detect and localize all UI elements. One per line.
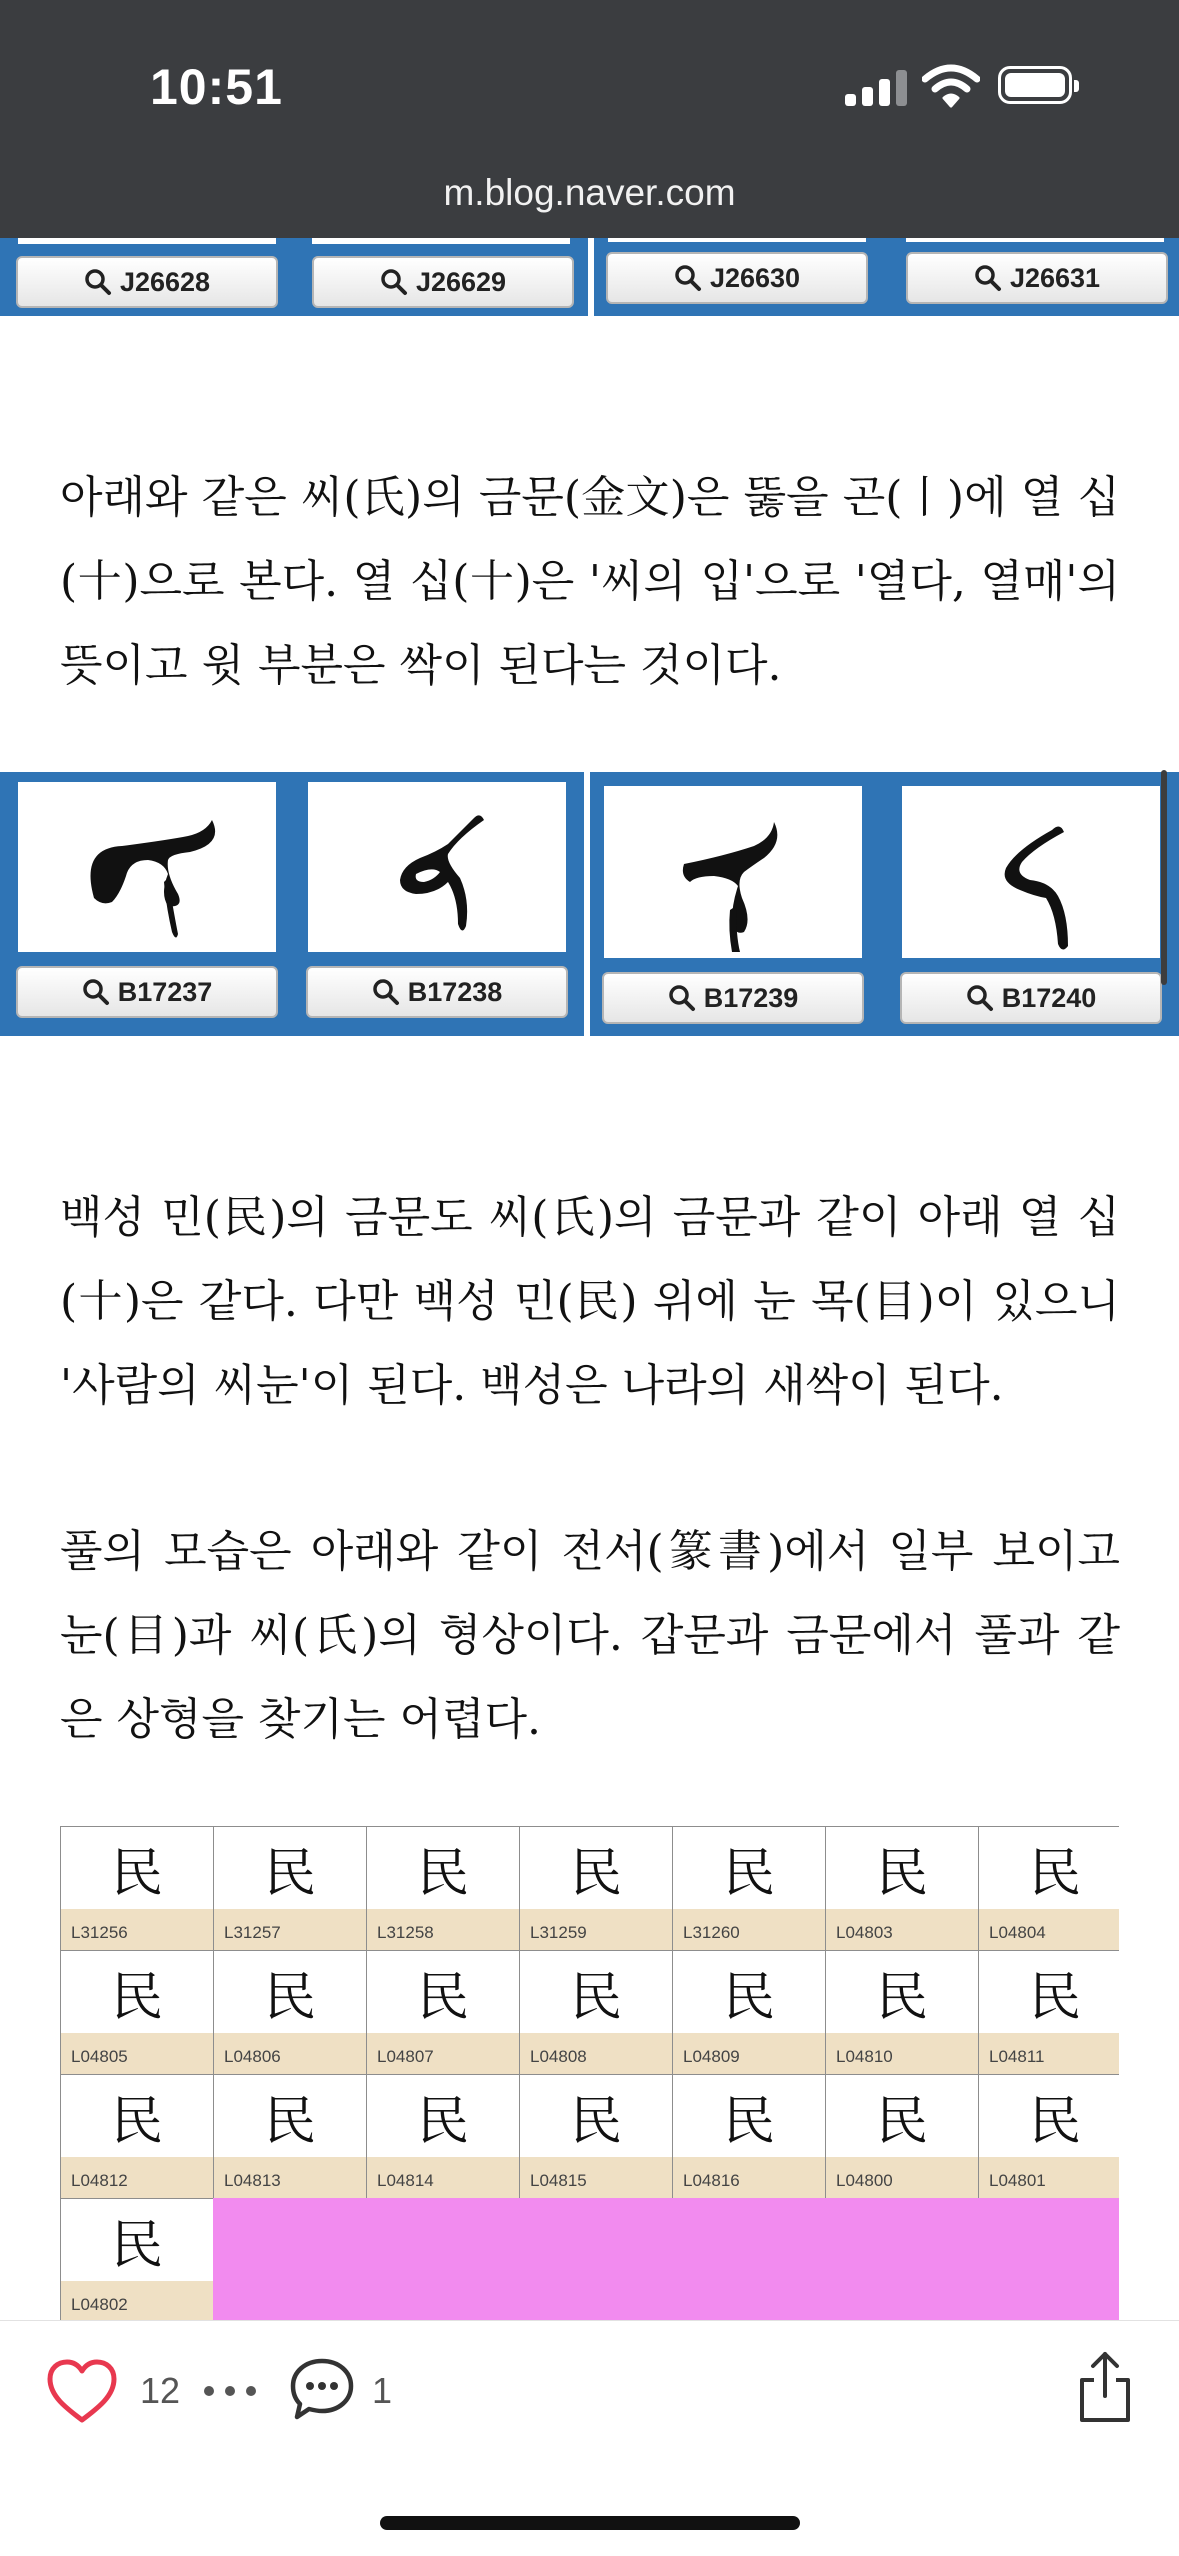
seal-glyph [673,2075,825,2157]
seal-glyph [979,1827,1119,1909]
seal-cell-label: L04803 [826,1909,978,1951]
seal-glyph [520,2075,672,2157]
seal-cell-label: L04813 [214,2157,366,2199]
scroll-indicator[interactable] [1161,770,1167,985]
seal-cell-label: L04809 [673,2033,825,2075]
paragraph-3: 풀의 모습은 아래와 같이 전서(篆書)에서 일부 보이고 눈(目)과 씨(氏)의 형상이다. 갑문과 금문에서 풀과 같은 상형을 찾기는 어렵다. [60,1526,1120,1745]
seal-glyph-char: 民 [110,1967,163,2028]
seal-cell[interactable] [213,1950,366,2074]
lookup-button-b17238[interactable] [306,966,568,1018]
comment-icon[interactable] [288,2356,356,2422]
seal-glyph-char: 民 [722,1843,775,1904]
seal-cell[interactable] [60,1950,213,2074]
seal-script-table [60,1826,1119,2320]
lookup-code: J26628 [119,266,211,297]
seal-glyph-char: 民 [110,2091,163,2152]
glyph-image-b17237 [18,782,276,952]
table-empty-fill [213,2198,1119,2320]
seal-cell[interactable] [60,2074,213,2198]
seal-cell-label: L31259 [520,1909,672,1951]
top-lookup-panel-right [594,238,1179,316]
seal-glyph [367,1827,519,1909]
seal-cell-label: L04807 [367,2033,519,2075]
glyph-image-b17238 [308,782,566,952]
lookup-code: B17237 [117,976,213,1007]
seal-glyph [367,2075,519,2157]
like-count[interactable]: 12 [140,2370,181,2411]
seal-glyph-char: 民 [110,2215,163,2276]
seal-cell[interactable] [672,1950,825,2074]
seal-glyph [367,1951,519,2033]
lookup-code: B17240 [1001,982,1097,1013]
comment-count[interactable]: 1 [372,2370,393,2411]
seal-cell[interactable] [978,1826,1119,1950]
cellular-signal-icon [845,70,909,106]
lookup-code: B17238 [407,976,503,1007]
lookup-button-b17240[interactable] [900,972,1162,1024]
seal-cell-label: L31256 [61,1909,213,1951]
glyph-image-b17239 [604,786,862,958]
seal-glyph [826,1951,978,2033]
seal-glyph-char: 民 [263,1843,316,1904]
paragraph-1: 아래와 같은 씨(氏)의 금문(金文)은 뚫을 곤(丨)에 열 십(十)으로 본다. 열 십(十)은 '씨의 입'으로 '열다, 열매'의 뜻이고 윗 부분은 싹이 된다는 것이다. [60,472,1120,691]
seal-cell-label: L04804 [979,1909,1119,1951]
seal-glyph [979,2075,1119,2157]
seal-cell[interactable] [366,1826,519,1950]
seal-cell[interactable] [366,2074,519,2198]
seal-glyph [673,1951,825,2033]
seal-glyph-char: 民 [875,2091,928,2152]
seal-glyph-char: 民 [569,1843,622,1904]
lookup-button-b17239[interactable] [602,972,864,1024]
seal-glyph [214,1827,366,1909]
seal-cell-label: L31260 [673,1909,825,1951]
seal-glyph-char: 民 [263,2091,316,2152]
seal-cell-label: L04815 [520,2157,672,2199]
seal-glyph [61,1827,213,1909]
search-icon [974,264,1002,292]
seal-cell[interactable] [213,1826,366,1950]
seal-cell[interactable] [519,2074,672,2198]
lookup-button-b17237[interactable] [16,966,278,1018]
seal-cell-label: L31258 [367,1909,519,1951]
seal-cell-label: L04801 [979,2157,1119,2199]
seal-cell-label: L04811 [979,2033,1119,2075]
seal-glyph-char: 民 [416,2091,469,2152]
lookup-button-j26630[interactable] [606,252,868,304]
status-time: 10:51 [150,59,283,115]
lookup-code: J26629 [415,266,507,297]
seal-glyph [979,1951,1119,2033]
lookup-button-j26628[interactable] [16,256,278,308]
seal-glyph-char: 民 [875,1967,928,2028]
seal-cell-label: L04800 [826,2157,978,2199]
heart-icon[interactable] [46,2358,118,2424]
paragraph-2: 백성 민(民)의 금문도 씨(氏)의 금문과 같이 아래 열 십(十)은 같다. 다만 백성 민(民) 위에 눈 목(目)이 있으니 '사람의 씨눈'이 된다. 백성은 나라의 새싹이 된다. [60,1192,1120,1411]
seal-cell[interactable] [60,1826,213,1950]
battery-icon [998,66,1072,104]
more-icon[interactable] [204,2386,258,2398]
search-icon [84,268,112,296]
seal-cell[interactable] [60,2198,213,2320]
seal-glyph [61,2075,213,2157]
lookup-code: J26630 [709,262,801,293]
home-indicator[interactable] [380,2516,800,2530]
seal-cell-label: L04802 [61,2281,213,2320]
wifi-icon [922,64,980,108]
seal-cell-label: L04816 [673,2157,825,2199]
seal-glyph [673,1827,825,1909]
search-icon [82,978,110,1006]
seal-cell-label: L31257 [214,1909,366,1951]
lookup-button-j26629[interactable] [312,256,574,308]
seal-glyph [214,2075,366,2157]
seal-cell[interactable] [978,1950,1119,2074]
lookup-code: B17239 [703,982,799,1013]
seal-cell[interactable] [825,1826,978,1950]
search-icon [966,984,994,1012]
search-icon [668,984,696,1012]
seal-cell-label: L04806 [214,2033,366,2075]
seal-glyph-char: 民 [110,1843,163,1904]
glyph-panel-right [590,772,1179,1036]
seal-cell-label: L04810 [826,2033,978,2075]
glyph-image-b17240 [902,786,1160,958]
seal-glyph [826,2075,978,2157]
seal-cell[interactable] [672,2074,825,2198]
share-icon[interactable] [1076,2350,1134,2424]
lookup-button-j26631[interactable] [906,252,1168,304]
seal-cell[interactable] [672,1826,825,1950]
seal-glyph [214,1951,366,2033]
search-icon [674,264,702,292]
seal-glyph [520,1827,672,1909]
seal-glyph-char: 民 [1028,2091,1081,2152]
seal-cell[interactable] [825,1950,978,2074]
seal-cell[interactable] [519,1826,672,1950]
seal-glyph-char: 民 [722,2091,775,2152]
search-icon [372,978,400,1006]
search-icon [380,268,408,296]
seal-glyph-char: 民 [569,2091,622,2152]
seal-cell[interactable] [825,2074,978,2198]
top-lookup-panel-left [0,238,588,316]
seal-glyph-char: 民 [875,1843,928,1904]
seal-glyph [61,2199,213,2281]
seal-glyph-char: 民 [263,1967,316,2028]
seal-cell[interactable] [978,2074,1119,2198]
seal-glyph-char: 民 [1028,1843,1081,1904]
seal-glyph-char: 民 [416,1843,469,1904]
glyph-panel-left [0,772,584,1036]
seal-cell-label: L04814 [367,2157,519,2199]
seal-cell-label: L04808 [520,2033,672,2075]
seal-cell-label: L04812 [61,2157,213,2199]
seal-cell[interactable] [366,1950,519,2074]
seal-glyph [61,1951,213,2033]
address-bar-url[interactable]: m.blog.naver.com [443,172,736,213]
seal-glyph-char: 民 [1028,1967,1081,2028]
seal-cell[interactable] [519,1950,672,2074]
seal-glyph [520,1951,672,2033]
seal-cell-label: L04805 [61,2033,213,2075]
seal-glyph-char: 民 [722,1967,775,2028]
seal-glyph [826,1827,978,1909]
status-bar [0,0,1179,238]
lookup-code: J26631 [1009,262,1101,293]
seal-glyph-char: 民 [416,1967,469,2028]
seal-glyph-char: 民 [569,1967,622,2028]
seal-cell[interactable] [213,2074,366,2198]
